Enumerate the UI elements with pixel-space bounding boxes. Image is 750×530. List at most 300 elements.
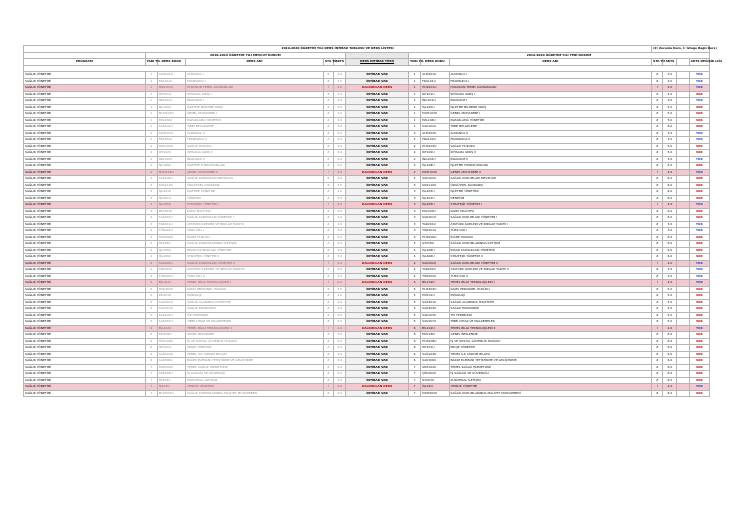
new-code-cell: İŞL100U [421, 104, 449, 111]
new-akts-cell: 6.0 [663, 208, 677, 215]
new-akts-cell: 6.0 [663, 195, 677, 202]
yy-cell: 6 [145, 358, 157, 365]
akts-change-cell: VAR [689, 124, 709, 131]
code-cell: MLY203U [157, 208, 185, 215]
stu-cell: Z [323, 267, 333, 274]
name-cell: SAĞLIK KURUMLARI YÖNETİMİ I [186, 215, 324, 222]
new-akts-cell: 3.0 [663, 267, 677, 274]
code-cell: EKİ108U [157, 332, 185, 339]
status-cell: İNTİBAK VAR [346, 312, 409, 319]
new-name-cell: FRANSIZCA II [449, 137, 652, 144]
yy-cell: 7 [145, 364, 157, 371]
yy-cell: 2 [145, 156, 157, 163]
status-cell: İNTİBAK VAR [346, 143, 409, 150]
new-stu-cell: Z [652, 254, 663, 261]
new-stu-cell: Z [652, 312, 663, 319]
akts-cell: 3.0 [334, 78, 346, 85]
new-name-cell: TÜRK DİLİ I [449, 228, 652, 235]
new-name-cell: ATATÜRK İLKELERİ VE İNKILAP TARİHİ II [449, 267, 652, 274]
new-yy-cell: 4 [408, 234, 420, 241]
code-cell: SOS110U [157, 182, 185, 189]
new-yy-cell: 1 [408, 78, 420, 85]
name-cell: TEMEL BİLGİ TEKNOLOJİLERİ I [186, 280, 324, 287]
new-stu-cell: Z [652, 143, 663, 150]
akts-cell: 3.0 [334, 319, 346, 326]
col-status: DERS İNTİBAK TÜRÜ [346, 59, 409, 66]
akts-cell: 4.0 [334, 169, 346, 176]
program-cell: SAĞLIK YÖNETİMİ [24, 176, 146, 183]
yy-cell: 1 [145, 72, 157, 79]
akts-cell: 2.0 [334, 325, 346, 332]
yy-cell: 3 [145, 228, 157, 235]
program-cell: SAĞLIK YÖNETİMİ [24, 332, 146, 339]
akts-change-cell: VAR [689, 143, 709, 150]
yy-cell: 6 [145, 338, 157, 345]
program-cell: SAĞLIK YÖNETİMİ [24, 150, 146, 157]
name-cell: PROJE YÖNETİMİ [186, 345, 324, 352]
new-akts-cell: 5.0 [663, 117, 677, 124]
new-code-cell: HUK303U [421, 286, 449, 293]
new-yy-cell: 7 [408, 390, 420, 397]
new-akts-cell: 6.0 [663, 377, 677, 384]
akts-change-cell: VAR [689, 345, 709, 352]
stu-cell: Z [323, 72, 333, 79]
yy-cell: 2 [145, 163, 157, 170]
akts-cell: 3.0 [334, 221, 346, 228]
name-cell: SAĞLIK KURUMLARI MEVZUATI [186, 176, 324, 183]
akts-cell: 3.0 [334, 124, 346, 131]
stu-cell: Z [323, 390, 333, 397]
new-akts-cell: 3.0 [663, 228, 677, 235]
name-cell: İNGİLİZCE II [186, 156, 324, 163]
new-akts-cell: 6.0 [663, 345, 677, 352]
yy-cell: 1 [145, 85, 157, 92]
program-cell: SAĞLIK YÖNETİMİ [24, 111, 146, 118]
new-name-cell: ALMANCA I [449, 72, 652, 79]
name-cell: FRANSIZCA II [186, 137, 324, 144]
new-yy-cell: 4 [408, 273, 420, 280]
status-cell: İNTİBAK VAR [346, 332, 409, 339]
yy-cell: 5 [145, 312, 157, 319]
code-cell: ALM102U [157, 130, 185, 137]
name-cell: SAĞLIK HUKUKU [186, 143, 324, 150]
program-cell: SAĞLIK YÖNETİMİ [24, 163, 146, 170]
yy-cell: 1 [145, 104, 157, 111]
program-cell: SAĞLIK YÖNETİMİ [24, 260, 146, 267]
code-cell: BİL102U [157, 280, 185, 287]
new-code-cell: SAK307U [421, 319, 449, 326]
program-cell: SAĞLIK YÖNETİMİ [24, 267, 146, 274]
col-new-stu: STA TÜ [653, 59, 665, 63]
new-name-cell: TÜRK DİLİ II [449, 273, 652, 280]
program-cell: SAĞLIK YÖNETİMİ [24, 130, 146, 137]
new-name-cell: İŞ VE SOSYAL GÜVENLİK HUKUKU [449, 338, 652, 345]
name-cell: YENİLİK YÖNETİMİ [186, 384, 324, 391]
new-name-cell: İŞ SAĞLIĞI VE GÜVENLİĞİ [449, 371, 652, 378]
new-name-cell: FRANSIZCA I [449, 78, 652, 85]
new-code-cell: İNG102U [421, 156, 449, 163]
new-code-cell: SAK202U [421, 260, 449, 267]
new-yy-cell: 3 [408, 202, 420, 209]
yy-cell: 2 [145, 150, 157, 157]
new-name-cell: PROJE YÖNETİMİ [449, 345, 652, 352]
new-code-cell: İŞL203U [421, 189, 449, 196]
akts-cell: 3.0 [334, 182, 346, 189]
intibak-sheet [23, 45, 722, 397]
new-name-cell: İNGİLİZCE I [449, 98, 652, 105]
akts-cell: 3.0 [334, 189, 346, 196]
new-yy-cell: 7 [408, 384, 420, 391]
stu-cell: Z [323, 377, 333, 384]
status-cell: İNTİBAK VAR [346, 78, 409, 85]
program-cell: SAĞLIK YÖNETİMİ [24, 208, 146, 215]
akts-change-cell: VAR [689, 358, 709, 365]
status-cell: KALDIRILAN DERS [346, 260, 409, 267]
new-stu-cell: Z [652, 286, 663, 293]
yy-cell: 1 [145, 98, 157, 105]
yy-cell: 4 [145, 234, 157, 241]
new-akts-cell: 6.0 [663, 215, 677, 222]
akts-change-cell: YOK [689, 273, 709, 280]
yy-cell: 7 [145, 371, 157, 378]
program-cell: SAĞLIK YÖNETİMİ [24, 241, 146, 248]
akts-change-cell: VAR [689, 208, 709, 215]
code-cell: SAK306U [157, 358, 185, 365]
stu-cell: Z [323, 156, 333, 163]
code-cell: PSİ101U [157, 293, 185, 300]
program-cell: SAĞLIK YÖNETİMİ [24, 78, 146, 85]
col-new-name: DERS ADI [449, 59, 652, 66]
new-stu-cell: Z [652, 247, 663, 254]
name-cell: İŞ VE SOSYAL GÜVENLİK HUKUKU [186, 338, 324, 345]
new-code-cell: TAR202U [421, 267, 449, 274]
new-yy-cell: 2 [408, 130, 420, 137]
name-cell: PAZARLAMA YÖNETİMİ [186, 117, 324, 124]
new-name-cell: TIBBİ CİHAZ VE MALZEMELER [449, 319, 652, 326]
stu-cell: Z [323, 312, 333, 319]
code-cell: İŞL203U [157, 189, 185, 196]
yy-cell: 2 [145, 143, 157, 150]
new-name-cell: ALMANCA II [449, 130, 652, 137]
program-cell: SAĞLIK YÖNETİMİ [24, 358, 146, 365]
new-code-cell: İŞL401U [421, 195, 449, 202]
new-stu-cell: Z [652, 117, 663, 124]
new-yy-cell: 3 [408, 208, 420, 215]
new-akts-cell: 5.0 [663, 293, 677, 300]
stu-cell: Z [323, 221, 333, 228]
new-akts-cell: 3.0 [663, 156, 677, 163]
yy-cell: 1 [145, 124, 157, 131]
akts-change-cell: VAR [689, 351, 709, 358]
code-cell: SAĞ104U [157, 351, 185, 358]
akts-change-cell: VAR [689, 286, 709, 293]
name-cell: TIP TERİMLERİ [186, 312, 324, 319]
new-yy-cell: 5 [408, 299, 420, 306]
code-cell: İŞL108U [157, 163, 185, 170]
stu-cell: Z [323, 189, 333, 196]
new-yy-cell: 1 [408, 72, 420, 79]
yy-cell: 1 [145, 111, 157, 118]
akts-change-cell: VAR [689, 312, 709, 319]
akts-cell: 3.0 [334, 111, 346, 118]
new-code-cell: SOS110U [421, 182, 449, 189]
akts-cell: 3.0 [334, 390, 346, 397]
code-cell: SAK103U [157, 312, 185, 319]
col-code: DERS KODU [157, 59, 185, 66]
stu-cell: Z [323, 228, 333, 235]
akts-change-cell: VAR [689, 195, 709, 202]
status-cell: İNTİBAK VAR [346, 319, 409, 326]
new-akts-cell: 5.0 [663, 312, 677, 319]
program-cell: SAĞLIK YÖNETİMİ [24, 390, 146, 397]
new-code-cell: PZL106U [421, 117, 449, 124]
new-code-cell: FRA101U [421, 78, 449, 85]
new-name-cell: SAĞLIK KURUMLARI YÖNETİMİ II [449, 260, 652, 267]
akts-cell: 3.0 [334, 345, 346, 352]
new-akts-cell: 3.0 [663, 98, 677, 105]
akts-cell: 3.0 [334, 98, 346, 105]
new-name-cell: TEMEL BİLGİ TEKNOLOJİLERİ I [449, 280, 652, 287]
col-program: PROGRAM [24, 59, 146, 66]
program-cell: SAĞLIK YÖNETİMİ [24, 325, 146, 332]
akts-cell: 3.0 [334, 364, 346, 371]
new-name-cell: İKTİSADA GİRİŞ II [449, 150, 652, 157]
new-yy-cell: 3 [408, 195, 420, 202]
code-cell: SAK102U [157, 176, 185, 183]
yy-cell: 2 [145, 169, 157, 176]
status-cell: İNTİBAK VAR [346, 364, 409, 371]
new-yy-cell: 4 [408, 254, 420, 261]
new-akts-cell: 6.0 [663, 234, 677, 241]
status-cell: İNTİBAK VAR [346, 189, 409, 196]
akts-cell: 3.0 [334, 273, 346, 280]
new-yy-cell: 2 [408, 143, 420, 150]
col-name: DERS ADI [186, 59, 324, 66]
code-cell: SAK202U [157, 260, 185, 267]
new-akts-cell: 5.0 [663, 104, 677, 111]
spacer-cell [677, 390, 689, 397]
yy-cell: 4 [145, 247, 157, 254]
new-name-cell: İŞLETME BİLİMİNE GİRİŞ [449, 104, 652, 111]
program-cell: SAĞLIK YÖNETİMİ [24, 280, 146, 287]
akts-change-cell: VAR [689, 150, 709, 157]
col-akts-change: AKTS DEĞİŞİK LİĞİ [690, 59, 722, 63]
new-yy-cell: 6 [408, 338, 420, 345]
code-cell: İŞL406U [157, 254, 185, 261]
akts-cell: 3.0 [334, 371, 346, 378]
new-name-cell: İŞLETME YÖNETİMİ [449, 189, 652, 196]
status-cell: İNTİBAK VAR [346, 72, 409, 79]
akts-change-cell: YOK [689, 156, 709, 163]
akts-change-cell: VAR [689, 111, 709, 118]
status-cell: İNTİBAK VAR [346, 124, 409, 131]
program-cell: SAĞLIK YÖNETİMİ [24, 338, 146, 345]
program-cell: SAĞLIK YÖNETİMİ [24, 104, 146, 111]
code-cell: SAĞ303U [157, 306, 185, 313]
stu-cell: Z [323, 247, 333, 254]
yy-cell: 2 [145, 176, 157, 183]
akts-change-cell: YOK [689, 325, 709, 332]
col-new-code: DERS KODU [421, 59, 449, 66]
name-cell: ATATÜRK İLKELERİ VE İNKILAP TARİHİ II [186, 267, 324, 274]
akts-change-cell: VAR [689, 104, 709, 111]
new-stu-cell: İ [652, 280, 663, 287]
name-cell: YÖNETİM [186, 195, 324, 202]
status-cell: İNTİBAK VAR [346, 273, 409, 280]
new-stu-cell: Z [652, 338, 663, 345]
name-cell: ÖRGÜTSEL DAVRANIŞ [186, 182, 324, 189]
stu-cell: Z [323, 91, 333, 98]
new-stu-cell: Z [652, 299, 663, 306]
new-code-cell: HUK102U [421, 143, 449, 150]
new-stu-cell: Z [652, 267, 663, 274]
stu-cell: Z [323, 319, 333, 326]
code-cell: İNG102U [157, 156, 185, 163]
status-cell: KALDIRILAN DERS [346, 325, 409, 332]
new-code-cell: MUH403U [421, 390, 449, 397]
name-cell: ALMANCA I [186, 72, 324, 79]
new-code-cell: FRA102U [421, 137, 449, 144]
new-akts-cell: 6.0 [663, 182, 677, 189]
new-akts-cell: 3.0 [663, 137, 677, 144]
stu-cell: Z [323, 286, 333, 293]
name-cell: FRANSIZCA I [186, 78, 324, 85]
akts-change-cell: YOK [689, 384, 709, 391]
akts-cell: 3.0 [334, 137, 346, 144]
yy-cell: 1 [145, 78, 157, 85]
new-yy-cell: 1 [408, 98, 420, 105]
code-cell: SHZ104U [157, 364, 185, 371]
legend-text: (Z: Zorunlu Ders, İ: İsteğe Bağlı Ders) [653, 46, 717, 50]
new-stu-cell: Z [652, 319, 663, 326]
new-yy-cell: 7 [408, 371, 420, 378]
akts-cell: 3.0 [334, 208, 346, 215]
new-yy-cell: 4 [408, 260, 420, 267]
akts-cell: 4.0 [334, 384, 346, 391]
yy-cell: 1 [145, 117, 157, 124]
code-cell: SAK201U [157, 215, 185, 222]
stu-cell: Z [323, 306, 333, 313]
akts-cell: 3.0 [334, 150, 346, 157]
new-stu-cell: Z [652, 137, 663, 144]
new-section-header: 2019-2020 ÖĞRETİM YILI YENİ DURUM [408, 52, 709, 59]
name-cell: TEMEL İLK YARDIM BİLGİSİ [186, 351, 324, 358]
new-stu-cell: Z [652, 130, 663, 137]
name-cell: STRATEJİK YÖNETİM II [186, 254, 324, 261]
akts-cell: 4.0 [334, 215, 346, 222]
new-code-cell: SHZ104U [421, 364, 449, 371]
status-cell: İNTİBAK VAR [346, 286, 409, 293]
code-cell: PZL106U [157, 117, 185, 124]
new-yy-cell: 5 [408, 312, 420, 319]
stu-cell: İ [323, 384, 333, 391]
akts-change-cell: YOK [689, 280, 709, 287]
name-cell: HUKUKUN TEMEL KAVRAMLARI [186, 85, 324, 92]
new-name-cell: YENİLİK YÖNETİMİ [449, 384, 652, 391]
yy-cell: 3 [145, 182, 157, 189]
new-code-cell: SAK102U [421, 176, 449, 183]
yy-cell: 3 [145, 221, 157, 228]
new-akts-cell: 6.0 [663, 371, 677, 378]
col-new-yy: YARI YIL [409, 59, 424, 63]
name-cell: İŞLETME FONKSİYONLARI [186, 163, 324, 170]
status-cell: İNTİBAK VAR [346, 182, 409, 189]
new-stu-cell: Z [652, 241, 663, 248]
new-yy-cell: 4 [408, 247, 420, 254]
new-yy-cell: 3 [408, 182, 420, 189]
new-code-cell: TAR201U [421, 221, 449, 228]
name-cell: İNGİLİZCE I [186, 98, 324, 105]
status-cell: İNTİBAK VAR [346, 293, 409, 300]
new-name-cell: GENEL MUHASEBE I [449, 111, 652, 118]
new-code-cell: İŞ102U [421, 384, 449, 391]
program-cell: SAĞLIK YÖNETİMİ [24, 221, 146, 228]
name-cell: SAĞLIK EKONOMİSİ [186, 306, 324, 313]
new-akts-cell: 6.0 [663, 254, 677, 261]
new-code-cell: İKT101U [421, 345, 449, 352]
new-akts-cell: 3.0 [663, 78, 677, 85]
akts-cell: 3.0 [334, 156, 346, 163]
new-akts-cell: 4.0 [663, 202, 677, 209]
status-cell: İNTİBAK VAR [346, 299, 409, 306]
status-cell: İNTİBAK VAR [346, 306, 409, 313]
status-cell: KALDIRILAN DERS [346, 85, 409, 92]
program-cell: SAĞLIK YÖNETİMİ [24, 137, 146, 144]
stu-cell: Z [323, 98, 333, 105]
code-cell: TAR201U [157, 221, 185, 228]
new-yy-cell: 6 [408, 351, 420, 358]
new-stu-cell: Z [652, 91, 663, 98]
new-name-cell: TIBBİ BELGELEME [449, 124, 652, 131]
new-code-cell: İŞL208U [421, 247, 449, 254]
akts-change-cell: YOK [689, 72, 709, 79]
new-code-cell: ALM102U [421, 130, 449, 137]
code-cell: TÜR201U [157, 228, 185, 235]
new-stu-cell: Z [652, 72, 663, 79]
program-cell: SAĞLIK YÖNETİMİ [24, 169, 146, 176]
akts-change-cell: VAR [689, 364, 709, 371]
akts-cell: 2.0 [334, 280, 346, 287]
yy-cell: 3 [145, 195, 157, 202]
name-cell: İŞLETME BİLİMİNE GİRİŞ [186, 104, 324, 111]
new-name-cell: BAKIM ELEMANI YETİŞTİRME VE GELİŞTİRME [449, 358, 652, 365]
new-stu-cell: Z [652, 215, 663, 222]
stu-cell: Z [323, 364, 333, 371]
program-cell: SAĞLIK YÖNETİMİ [24, 293, 146, 300]
new-yy-cell: 5 [408, 293, 420, 300]
akts-change-cell: YOK [689, 267, 709, 274]
stu-cell: Z [323, 124, 333, 131]
new-code-cell: PSİ101U [421, 293, 449, 300]
new-akts-cell: 6.0 [663, 332, 677, 339]
new-akts-cell: 2.0 [663, 280, 677, 287]
code-cell: HUK108U [157, 338, 185, 345]
yy-cell: 5 [145, 293, 157, 300]
code-cell: SAK101U [157, 124, 185, 131]
name-cell: BAKIM ELEMANI YETİŞTİRME VE GELİŞTİRME [186, 358, 324, 365]
new-akts-cell: 5.0 [663, 111, 677, 118]
name-cell: İŞLETME YÖNETİMİ [186, 189, 324, 196]
new-code-cell: İŞL108U [421, 163, 449, 170]
yy-cell: 5 [145, 306, 157, 313]
new-yy-cell: 6 [408, 325, 420, 332]
yy-cell: 3 [145, 208, 157, 215]
akts-cell: 3.0 [334, 338, 346, 345]
program-cell: SAĞLIK YÖNETİMİ [24, 247, 146, 254]
akts-cell: 3.0 [334, 254, 346, 261]
yy-cell: 5 [145, 319, 157, 326]
code-cell: İŞL405U [157, 202, 185, 209]
